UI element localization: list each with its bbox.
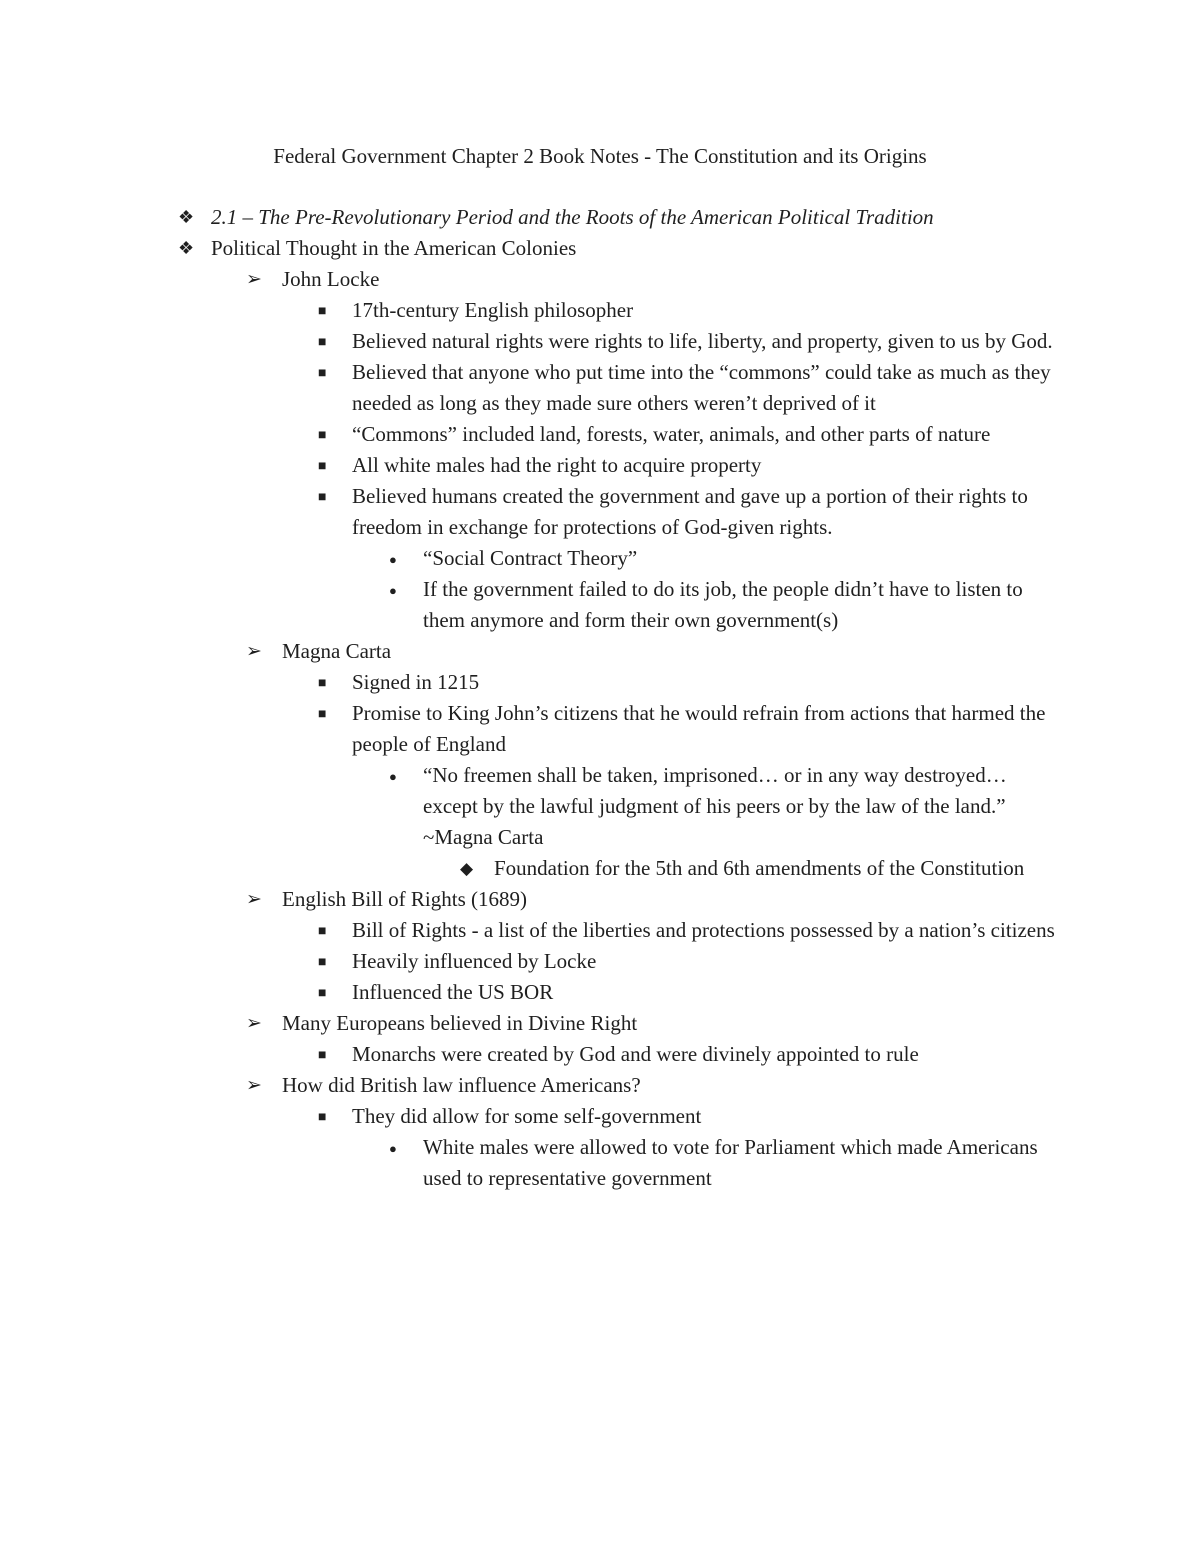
square-bullet-icon: ■ [318, 335, 327, 350]
list-item-text: Heavily influenced by Locke [352, 949, 597, 973]
list-item [318, 419, 1062, 450]
square-bullet-icon: ■ [318, 490, 327, 505]
list-item [389, 1132, 1063, 1194]
square-bullet-icon: ■ [318, 955, 327, 970]
arrow-bullet-icon: ➢ [246, 1013, 262, 1034]
list-item-text: Magna Carta [282, 639, 392, 663]
list-item [318, 915, 1062, 946]
list-item-text: 2.1 – The Pre-Revolutionary Period and the Roots of the American Political Tradition [211, 205, 934, 229]
list-item [178, 233, 1071, 264]
square-bullet-icon: ■ [318, 986, 327, 1001]
list-item [389, 760, 1063, 853]
list-item [318, 946, 1062, 977]
list-item [246, 636, 1062, 667]
square-bullet-icon: ■ [318, 304, 327, 319]
list-item-text: All white males had the right to acquire property [352, 453, 762, 477]
diamond-bullet-icon: ❖ [178, 238, 195, 258]
round-bullet-icon: ● [389, 769, 397, 784]
list-item [318, 481, 1062, 543]
solid-diamond-bullet-icon: ◆ [460, 859, 474, 878]
list-item-text: White males were allowed to vote for Parliament which made Americans used to representative government [423, 1135, 1038, 1190]
list-item-section-heading [178, 202, 1071, 233]
list-item [318, 667, 1062, 698]
notes-outline [0, 202, 1200, 1194]
list-item [460, 853, 1054, 884]
arrow-bullet-icon: ➢ [246, 1075, 262, 1096]
list-item-text: English Bill of Rights (1689) [282, 887, 528, 911]
list-item-text: “Social Contract Theory” [423, 546, 638, 570]
list-item [246, 264, 1062, 295]
diamond-bullet-icon: ❖ [178, 207, 195, 227]
list-item-text: Believed natural rights were rights to life, liberty, and property, given to us by God. [352, 329, 1053, 353]
list-item [389, 543, 1063, 574]
round-bullet-icon: ● [389, 583, 397, 598]
list-item-text: “No freemen shall be taken, imprisoned… or in any way destroyed… except by the lawful judgment of his peers or by the law of the land.” ~Magna Carta [423, 763, 1007, 849]
round-bullet-icon: ● [389, 552, 397, 567]
list-item-text: Political Thought in the American Colonies [211, 236, 577, 260]
list-item [318, 357, 1062, 419]
list-item-text: How did British law influence Americans? [282, 1073, 641, 1097]
square-bullet-icon: ■ [318, 428, 327, 443]
list-item-text: Signed in 1215 [352, 670, 480, 694]
list-item-text: John Locke [282, 267, 380, 291]
list-item [318, 295, 1062, 326]
square-bullet-icon: ■ [318, 707, 327, 722]
list-item [246, 884, 1062, 915]
list-item-text: Believed that anyone who put time into the “commons” could take as much as they needed as long as they made sure others weren’t deprived of it [352, 360, 1051, 415]
list-item [318, 698, 1062, 760]
square-bullet-icon: ■ [318, 676, 327, 691]
page-title: Federal Government Chapter 2 Book Notes - The Constitution and its Origins [273, 144, 927, 168]
square-bullet-icon: ■ [318, 924, 327, 939]
list-item-text: Influenced the US BOR [352, 980, 554, 1004]
square-bullet-icon: ■ [318, 1048, 327, 1063]
list-item-text: “Commons” included land, forests, water, animals, and other parts of nature [352, 422, 991, 446]
list-item-text: Monarchs were created by God and were divinely appointed to rule [352, 1042, 919, 1066]
list-item [246, 1008, 1062, 1039]
list-item [318, 977, 1062, 1008]
square-bullet-icon: ■ [318, 459, 327, 474]
list-item-text: They did allow for some self-government [352, 1104, 702, 1128]
list-item-text: Many Europeans believed in Divine Right [282, 1011, 638, 1035]
square-bullet-icon: ■ [318, 366, 327, 381]
list-item [318, 450, 1062, 481]
list-item [318, 1101, 1062, 1132]
list-item [318, 326, 1062, 357]
list-item-text: If the government failed to do its job, the people didn’t have to listen to them anymore and form their own government(s) [423, 577, 1023, 632]
list-item-text: Bill of Rights - a list of the liberties and protections possessed by a nation’s citizens [352, 918, 1055, 942]
square-bullet-icon: ■ [318, 1110, 327, 1125]
round-bullet-icon: ● [389, 1141, 397, 1156]
list-item-text: 17th-century English philosopher [352, 298, 634, 322]
arrow-bullet-icon: ➢ [246, 269, 262, 290]
list-item-text: Promise to King John’s citizens that he would refrain from actions that harmed the people of England [352, 701, 1046, 756]
list-item-text: Believed humans created the government and gave up a portion of their rights to freedom in exchange for protections of God-given rights. [352, 484, 1028, 539]
list-item-text: Foundation for the 5th and 6th amendments of the Constitution [494, 856, 1025, 880]
list-item [246, 1070, 1062, 1101]
arrow-bullet-icon: ➢ [246, 889, 262, 910]
list-item [389, 574, 1063, 636]
arrow-bullet-icon: ➢ [246, 641, 262, 662]
list-item [318, 1039, 1062, 1070]
